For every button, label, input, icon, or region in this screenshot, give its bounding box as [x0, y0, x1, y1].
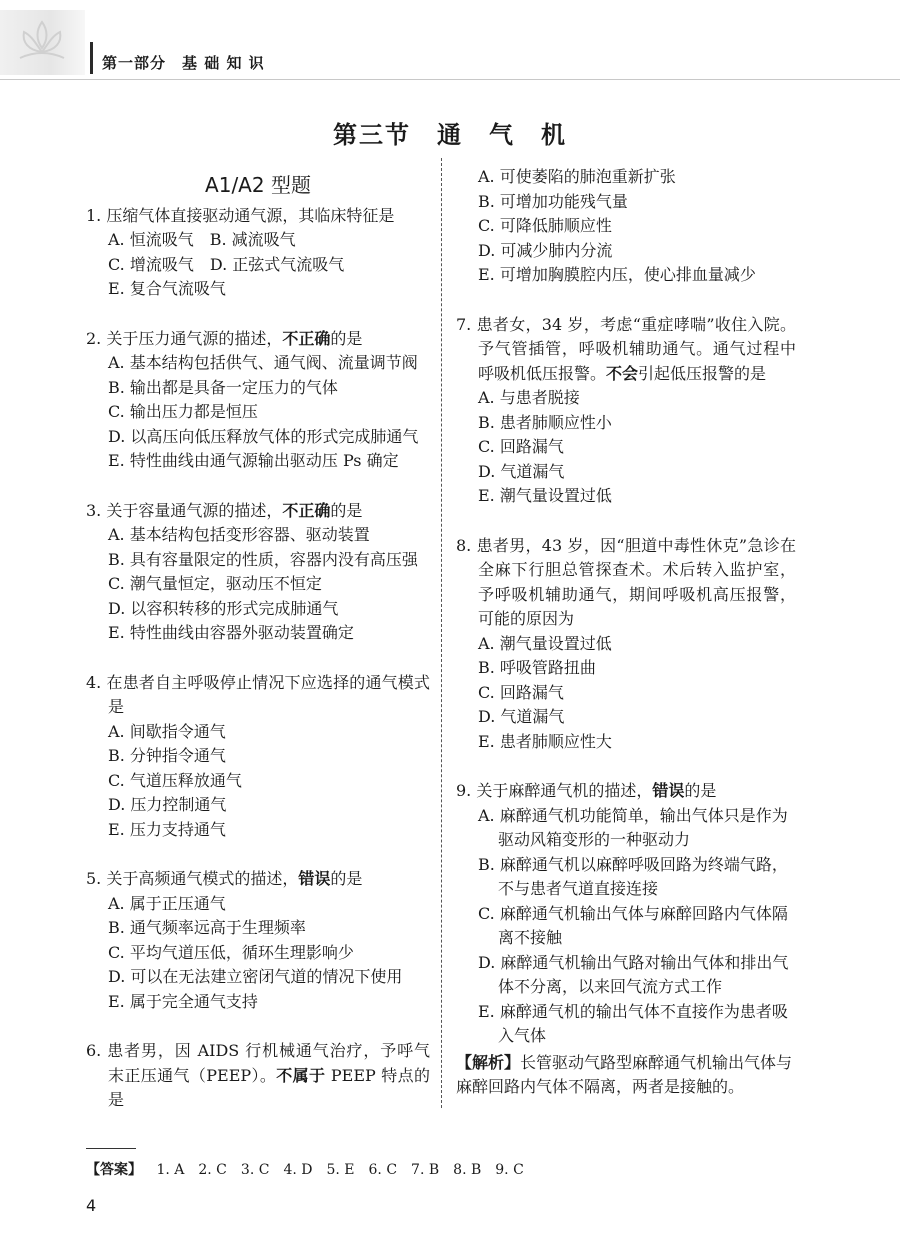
answer-option: A. 可使萎陷的肺泡重新扩张 [478, 167, 676, 186]
answer-option: A. 基本结构包括供气、通气阀、流量调节阀 [108, 353, 418, 372]
question-stem [456, 313, 796, 387]
answer-option: B. 输出都是具备一定压力的气体 [108, 377, 338, 397]
answer-option: B. 呼吸管路扭曲 [478, 658, 596, 677]
question-stem [86, 327, 430, 352]
answer-option: A. 与患者脱接 [478, 388, 580, 407]
answer-option: D. 气道漏气 [478, 461, 565, 481]
answer-option: A. 潮气量设置过低 [478, 633, 612, 653]
answer-option: E. 麻醉通气机的输出气体不直接作为患者吸入气体 [478, 1001, 788, 1045]
answer-option: D. 麻醉通气机输出气路对输出气体和排出气体不分离，以来回气流方式工作 [478, 952, 789, 996]
right-column [456, 165, 796, 1100]
stem-text-end: 的是 [330, 500, 363, 520]
stem-keyword: 错误 [652, 781, 685, 800]
analysis-label: 【解析】 [456, 1052, 521, 1072]
answer-option: A. 麻醉通气机功能简单，输出气体只是作为驱动风箱变形的一种驱动力 [478, 805, 788, 849]
question [86, 867, 430, 1014]
question-stem [86, 499, 430, 524]
answer-key [86, 1159, 786, 1179]
part-title: 第一部分 基 础 知 识 [102, 54, 265, 72]
answer-option: E. 可增加胸膜腔内压，使心排血量减少 [478, 265, 756, 284]
stem-text: 8. 患者男，43 岁，因“胆道中毒性休克”急诊在全麻下行胆总管探查术。术后转入监护室，予呼吸机辅助通气，期间呼吸机高压报警，可能的原因为 [456, 535, 796, 628]
answer-option: C. 潮气量恒定，驱动压不恒定 [108, 574, 322, 593]
question-stem [456, 779, 796, 804]
answer-item: 1. A [156, 1162, 185, 1178]
answer-item: 8. B [453, 1162, 482, 1178]
stem-text-end: PEEP 特点的是 [108, 1065, 430, 1109]
answer-option: D. 压力控制通气 [108, 795, 227, 814]
question [86, 499, 430, 646]
answer-option: C. 增流吸气 D. 正弦式气流吸气 [108, 254, 345, 274]
analysis-note [456, 1051, 796, 1100]
stem-text: 5. 关于高频通气模式的描述， [86, 869, 299, 888]
question [86, 1039, 430, 1113]
answer-option: C. 回路漏气 [478, 682, 564, 702]
answer-option: E. 复合气流吸气 [108, 279, 226, 298]
answer-option: C. 麻醉通气机输出气体与麻醉回路内气体隔离不接触 [478, 903, 788, 947]
answer-option: E. 潮气量设置过低 [478, 486, 612, 505]
question-options-continued [456, 165, 796, 288]
column-divider [441, 158, 443, 1108]
stem-text: 4. 在患者自主呼吸停止情况下应选择的通气模式是 [86, 672, 430, 716]
question-stem [86, 204, 430, 229]
answer-option: E. 属于完全通气支持 [108, 991, 258, 1011]
stem-text: 7. 患者女，34 岁，考虑“重症哮喘”收住入院。予气管插管，呼吸机辅助通气。通气过程中呼吸机低压报警。 [456, 314, 796, 383]
section-title: 第三节 通 气 机 [333, 120, 567, 149]
answer-option: B. 分钟指令通气 [108, 746, 226, 765]
answer-item: 5. E [326, 1162, 355, 1178]
stem-text-end: 的是 [330, 328, 363, 348]
stem-text-end: 引起低压报警的是 [638, 363, 767, 383]
answer-option: C. 平均气道压低，循环生理影响少 [108, 942, 354, 962]
answer-item: 3. C [240, 1162, 270, 1178]
answer-option: B. 患者肺顺应性小 [478, 412, 612, 432]
logo-icon [0, 10, 85, 75]
stem-text: 1. 压缩气体直接驱动通气源，其临床特征是 [86, 205, 395, 225]
question [456, 534, 796, 755]
answer-option: C. 输出压力都是恒压 [108, 402, 258, 421]
answer-option: D. 可减少肺内分流 [478, 240, 613, 260]
answer-option: D. 可以在无法建立密闭气道的情况下使用 [108, 967, 403, 986]
question [456, 779, 796, 1100]
answer-option: B. 具有容量限定的性质，容器内没有高压强 [108, 549, 418, 569]
stem-keyword: 不正确 [282, 500, 331, 520]
answer-option: C. 回路漏气 [478, 437, 564, 456]
question-stem [86, 671, 430, 720]
answer-option: B. 通气频率远高于生理频率 [108, 918, 306, 937]
answer-item: 7. B [411, 1162, 440, 1178]
stem-text: 2. 关于压力通气源的描述， [86, 328, 283, 348]
answer-item: 2. C [198, 1162, 227, 1178]
stem-text-end: 的是 [330, 869, 363, 888]
question-stem [86, 867, 430, 892]
stem-keyword: 不属于 [276, 1065, 326, 1085]
answer-option: A. 基本结构包括变形容器、驱动装置 [108, 525, 370, 544]
answer-option: E. 特性曲线由通气源输出驱动压 Ps 确定 [108, 451, 399, 470]
question [86, 671, 430, 843]
answer-item: 4. D [283, 1162, 313, 1178]
page-header [0, 0, 900, 80]
answer-option: E. 特性曲线由容器外驱动装置确定 [108, 623, 354, 642]
question [86, 204, 430, 302]
answer-option: D. 以容积转移的形式完成肺通气 [108, 598, 339, 618]
stem-text: 3. 关于容量通气源的描述， [86, 500, 283, 520]
question [86, 327, 430, 474]
question-stem [456, 534, 796, 632]
answer-option: C. 可降低肺顺应性 [478, 216, 612, 235]
stem-keyword: 错误 [298, 869, 331, 888]
header-divider [0, 79, 900, 80]
stem-text: 9. 关于麻醉通气机的描述， [456, 781, 653, 800]
header-vertical-rule [90, 42, 93, 74]
answer-option: B. 麻醉通气机以麻醉呼吸回路为终端气路，不与患者气道直接连接 [478, 854, 788, 898]
stem-text-end: 的是 [684, 781, 717, 800]
answer-item: 6. C [368, 1162, 398, 1178]
answer-label: 【答案】 [86, 1162, 142, 1178]
answer-footer [86, 1148, 786, 1179]
answer-option: B. 可增加功能残气量 [478, 191, 628, 211]
answer-option: C. 气道压释放通气 [108, 770, 242, 790]
answer-item: 9. C [495, 1162, 524, 1178]
answer-option: D. 气道漏气 [478, 707, 565, 726]
page-number: 4 [86, 1196, 97, 1215]
question [456, 313, 796, 509]
answer-option: E. 患者肺顺应性大 [478, 731, 612, 751]
answer-option: A. 间歇指令通气 [108, 721, 226, 741]
answer-option: A. 恒流吸气 B. 减流吸气 [108, 230, 296, 249]
stem-keyword: 不会 [606, 363, 639, 383]
answer-option: E. 压力支持通气 [108, 819, 226, 839]
question-stem [86, 1039, 430, 1113]
question-type-heading: A1/A2 型题 [205, 173, 311, 197]
answer-option: D. 以高压向低压释放气体的形式完成肺通气 [108, 426, 419, 446]
left-column [86, 165, 430, 1113]
footer-rule [86, 1148, 136, 1149]
stem-text: 6. 患者男，因 AIDS 行机械通气治疗，予呼气末正压通气（PEEP）。 [86, 1041, 430, 1085]
analysis-text: 长管驱动气路型麻醉通气机输出气体与麻醉回路内气体不隔离，两者是接触的。 [456, 1052, 793, 1096]
stem-keyword: 不正确 [282, 328, 331, 348]
answer-option: A. 属于正压通气 [108, 893, 226, 913]
